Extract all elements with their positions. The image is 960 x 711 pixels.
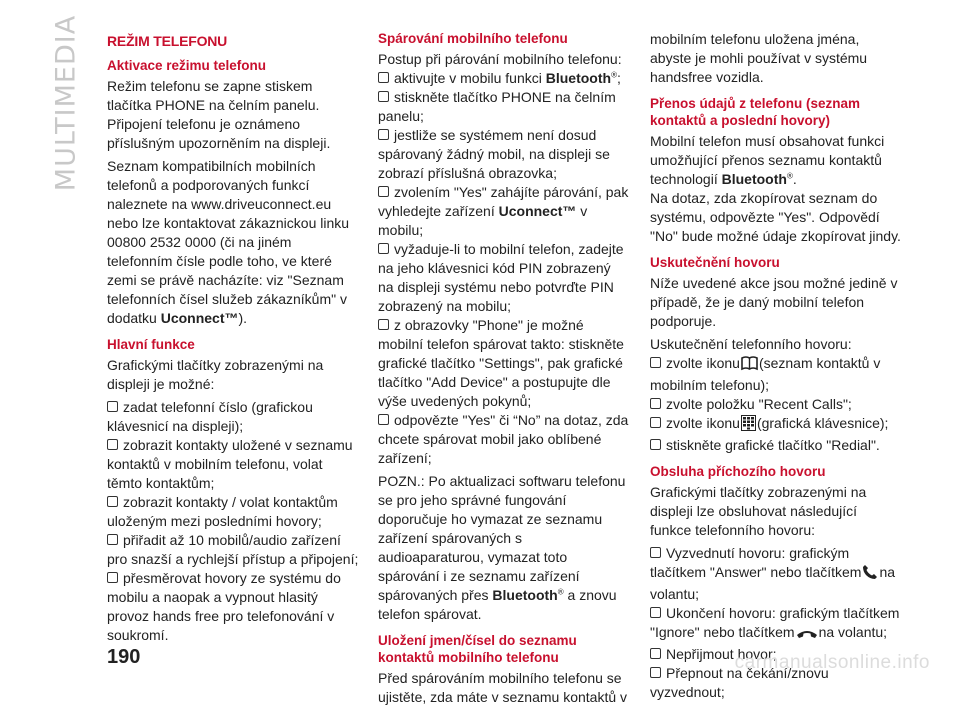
checkbox-bullet-icon xyxy=(378,186,389,197)
column-3 xyxy=(650,30,902,702)
list-item: Vyzvednutí hovoru: grafickým tlačítkem "Answer" nebo tlačítkem na volantu; xyxy=(650,545,896,602)
list-item: z obrazovky "Phone" je možné mobilní telefon spárovat takto: stiskněte grafické tlačítko "Settings", pak grafické tlačítko "Add Device" a postupujte dle výše uvedených pokynů; xyxy=(378,317,624,409)
checkbox-bullet-icon xyxy=(378,319,389,330)
keypad-icon xyxy=(741,415,756,436)
paragraph: mobilním telefonu uložena jména, abyste je mohli používat v systému handsfree vozidla. xyxy=(650,31,868,85)
paragraph: Níže uvedené akce jsou možné jedině v případě, že je daný mobilní telefon podporuje. xyxy=(650,275,898,329)
list-item: stiskněte tlačítko PHONE na čelním panelu; xyxy=(378,89,616,124)
checkbox-bullet-icon xyxy=(378,414,389,425)
paragraph: Mobilní telefon musí obsahovat funkci umožňující přenos seznamu kontaktů technologií Bluetooth®. xyxy=(650,133,885,187)
column-1 xyxy=(107,30,359,645)
paragraph: Režim telefonu se zapne stiskem tlačítka PHONE na čelním panelu. Připojení telefonu je oznámeno příslušným upozorněním na displeji. xyxy=(107,78,331,151)
heading-phone-mode: Aktivace režimu telefonu xyxy=(107,58,267,73)
checkbox-bullet-icon xyxy=(378,243,389,254)
column-2 xyxy=(378,30,630,711)
paragraph: Postup při párování mobilního telefonu: xyxy=(378,51,622,67)
list-item: aktivujte v mobilu funkci Bluetooth®; xyxy=(378,69,630,88)
section-title: REŽIM TELEFONU xyxy=(107,33,228,49)
checkbox-bullet-icon xyxy=(650,607,661,618)
list-item: Přepnout na čekání/znovu vyzvednout; xyxy=(650,665,829,700)
checkbox-bullet-icon xyxy=(107,439,118,450)
paragraph: Seznam kompatibilních mobilních telefonů a podporovaných funkcí naleznete na www.driveuconnect.eu nebo lze kontaktovat zákaznickou linku 00800 2532 0000 (či na jiném telefonním čísle podle toho, ve které zemi se právě nacházíte: viz "Seznam telefonních čísel služeb zákazníkům" v dodatku Uconnect™). xyxy=(107,158,350,326)
list-item: jestliže se systémem není dosud spárovaný žádný mobil, na displeji se zobrazí příslušná obrazovka; xyxy=(378,127,610,181)
list-item: zvolte položku "Recent Calls"; xyxy=(650,395,902,414)
checkbox-bullet-icon xyxy=(107,401,118,412)
list-item: vyžaduje-li to mobilní telefon, zadejte na jeho klávesnici kód PIN zobrazený na displeji systému nebo potvrďte PIN zobrazený na mobilu; xyxy=(378,241,624,314)
note-paragraph: POZN.: Po aktualizaci softwaru telefonu se pro jeho správné fungování doporučuje ho vymazat ze seznamu zařízení spárovaných s audioaparaturou, vymazat toto spárování i ze seznamu zařízení spárovaných přes Bluetooth® a znovu telefon spárovat. xyxy=(378,473,626,622)
checkbox-bullet-icon xyxy=(650,667,661,678)
checkbox-bullet-icon xyxy=(650,547,661,558)
list-item: zobrazit kontakty / volat kontaktům uloženým mezi posledními hovory; xyxy=(107,494,338,529)
paragraph: Na dotaz, zda zkopírovat seznam do systému, odpovězte "Yes". Odpovědí "No" bude možné údaje zkopírovat jindy. xyxy=(650,190,901,244)
list-item: přiřadit až 10 mobilů/audio zařízení pro snazší a rychlejší přístup a připojení; xyxy=(107,532,359,567)
phonebook-icon xyxy=(741,355,758,376)
watermark: carmanualsonline.info xyxy=(734,652,930,673)
checkbox-bullet-icon xyxy=(107,572,118,583)
list-item: zadat telefonní číslo (grafickou klávesnicí na displeji); xyxy=(107,399,313,434)
heading-pairing: Spárování mobilního telefonu xyxy=(378,31,568,46)
checkbox-bullet-icon xyxy=(378,129,389,140)
list-item: zvolením "Yes" zahájíte párování, pak vyhledejte zařízení Uconnect™ v mobilu; xyxy=(378,184,629,238)
checkbox-bullet-icon xyxy=(650,398,661,409)
list-item: zvolte ikonu (seznam kontaktů v mobilním telefonu); xyxy=(650,355,881,393)
paragraph: Před spárováním mobilního telefonu se ujistěte, zda máte v seznamu kontaktů v xyxy=(378,670,628,705)
list-item: přesměrovat hovory ze systému do mobilu a naopak a vypnout hlasitý provoz hands free pro telefonování v soukromí. xyxy=(107,570,341,643)
list-item: odpovězte "Yes" či “No” na dotaz, zda chcete spárovat mobil jako oblíbené zařízení; xyxy=(378,412,629,466)
checkbox-bullet-icon xyxy=(107,496,118,507)
paragraph: Uskutečnění telefonního hovoru: xyxy=(650,336,852,352)
page-number: 190 xyxy=(107,646,141,668)
list-item: zobrazit kontakty uložené v seznamu kontaktů v mobilním telefonu, volat těmto kontaktům; xyxy=(107,437,353,491)
side-title-text: MULTIMEDIA xyxy=(50,14,82,192)
list-item: stiskněte grafické tlačítko "Redial". xyxy=(650,436,902,455)
paragraph: Grafickými tlačítky zobrazenými na displeji je možné: xyxy=(107,357,324,392)
list-item: zvolte ikonu (grafická klávesnice); xyxy=(650,414,902,436)
checkbox-bullet-icon xyxy=(107,534,118,545)
section-side-title xyxy=(46,14,86,192)
checkbox-bullet-icon xyxy=(378,91,389,102)
phone-hangup-icon xyxy=(796,626,818,645)
checkbox-bullet-icon xyxy=(378,72,389,83)
heading-make-call: Uskutečnění hovoru xyxy=(650,255,780,270)
heading-save-contacts: Uložení jmen/čísel do seznamu kontaktů mobilního telefonu xyxy=(378,633,577,665)
list-item: Ukončení hovoru: grafickým tlačítkem "Ignore" nebo tlačítkem na volantu; xyxy=(650,604,902,645)
heading-main-functions: Hlavní funkce xyxy=(107,337,195,352)
checkbox-bullet-icon xyxy=(650,357,661,368)
heading-data-transfer: Přenos údajů z telefonu (seznam kontaktů a poslední hovory) xyxy=(650,96,861,128)
list-item: Nepřijmout hovor; xyxy=(650,645,902,664)
checkbox-bullet-icon xyxy=(650,648,661,659)
heading-incoming-call: Obsluha příchozího hovoru xyxy=(650,464,826,479)
checkbox-bullet-icon xyxy=(650,417,661,428)
phone-answer-icon xyxy=(862,564,878,585)
paragraph: Grafickými tlačítky zobrazenými na displeji lze obsluhovat následující funkce telefonního hovoru: xyxy=(650,484,867,538)
checkbox-bullet-icon xyxy=(650,439,661,450)
